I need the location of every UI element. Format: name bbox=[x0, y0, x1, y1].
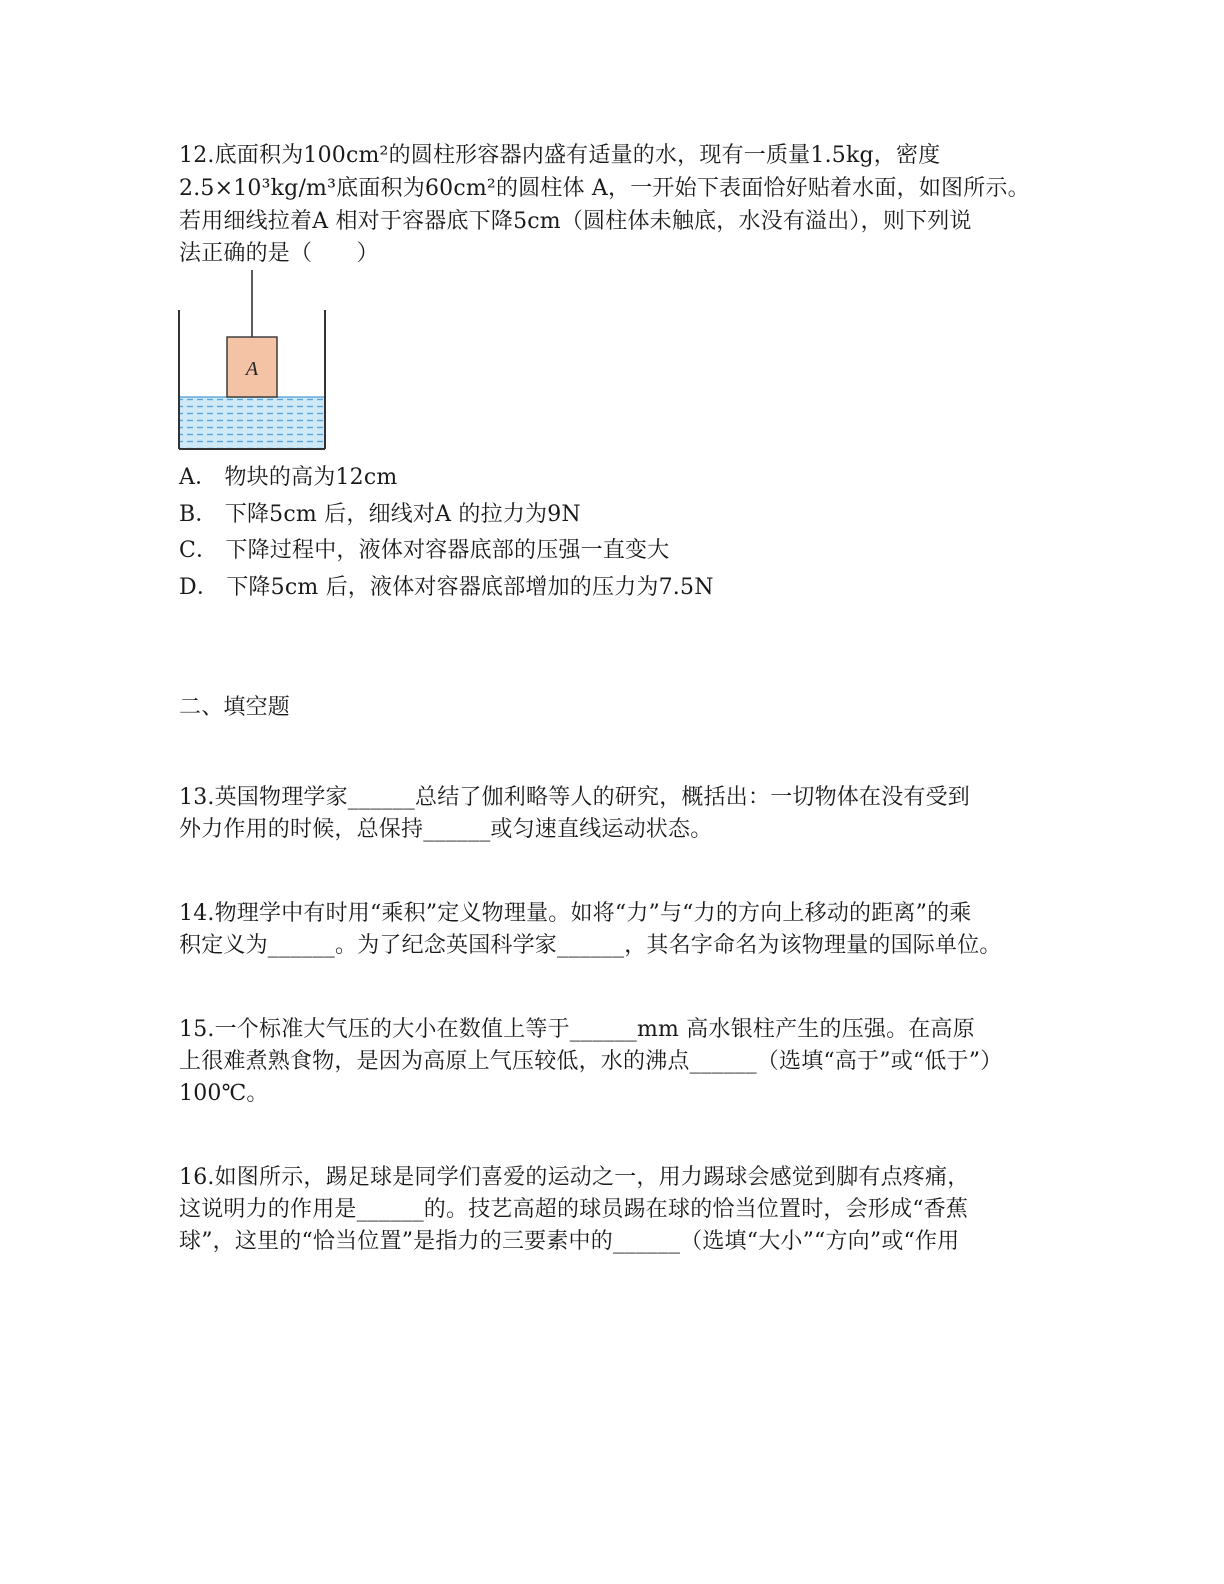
q12-option-a: A． 物块的高为12cm bbox=[179, 465, 398, 490]
water-dashes bbox=[180, 397, 324, 449]
q14-line-1: 14.物理学中有时用“乘积”定义物理量。如将“力”与“力的方向上移动的距离”的乘 bbox=[179, 901, 972, 926]
section-title: 二、填空题 bbox=[179, 695, 291, 720]
container-diagram-svg bbox=[176, 270, 328, 452]
q12-option-d: D． 下降5cm 后，液体对容器底部增加的压力为7.5N bbox=[179, 575, 714, 600]
q12-line-2: 2.5×10³kg/m³底面积为60cm²的圆柱体 A，一开始下表面恰好贴着水面，如图所示。 bbox=[179, 176, 1030, 201]
q12-container-diagram bbox=[176, 270, 328, 452]
q12-option-c: C． 下降过程中，液体对容器底部的压强一直变大 bbox=[179, 538, 670, 563]
q12-line-3: 若用细线拉着A 相对于容器底下降5cm（圆柱体未触底，水没有溢出），则下列说 bbox=[179, 209, 972, 234]
q15-line-3: 100℃。 bbox=[179, 1081, 269, 1106]
q12-line-4: 法正确的是（ ） bbox=[179, 241, 379, 266]
q12-option-b: B． 下降5cm 后，细线对A 的拉力为9N bbox=[179, 502, 581, 527]
q15-line-1: 15.一个标准大气压的大小在数值上等于______mm 高水银柱产生的压强。在高原 bbox=[179, 1017, 975, 1042]
q12-line-1: 12.底面积为100cm²的圆柱形容器内盛有适量的水，现有一质量1.5kg，密度 bbox=[179, 143, 941, 168]
q15-line-2: 上很难煮熟食物，是因为高原上气压较低，水的沸点______（选填“高于”或“低于”） bbox=[179, 1049, 1003, 1074]
q16-line-1: 16.如图所示，踢足球是同学们喜爱的运动之一，用力踢球会感觉到脚有点疼痛， bbox=[179, 1165, 970, 1190]
q13-line-1: 13.英国物理学家______总结了伽利略等人的研究，概括出：一切物体在没有受到 bbox=[179, 785, 970, 810]
q16-line-3: 球”，这里的“恰当位置”是指力的三要素中的______（选填“大小”“方向”或“作用 bbox=[179, 1229, 960, 1254]
q14-line-2: 积定义为______。为了纪念英国科学家______，其名字命名为该物理量的国际单位。 bbox=[179, 933, 1002, 958]
block-a-label: A bbox=[245, 358, 259, 380]
q13-line-2: 外力作用的时候，总保持______或匀速直线运动状态。 bbox=[179, 817, 713, 842]
q16-line-2: 这说明力的作用是______的。技艺高超的球员踢在球的恰当位置时，会形成“香蕉 bbox=[179, 1197, 969, 1222]
